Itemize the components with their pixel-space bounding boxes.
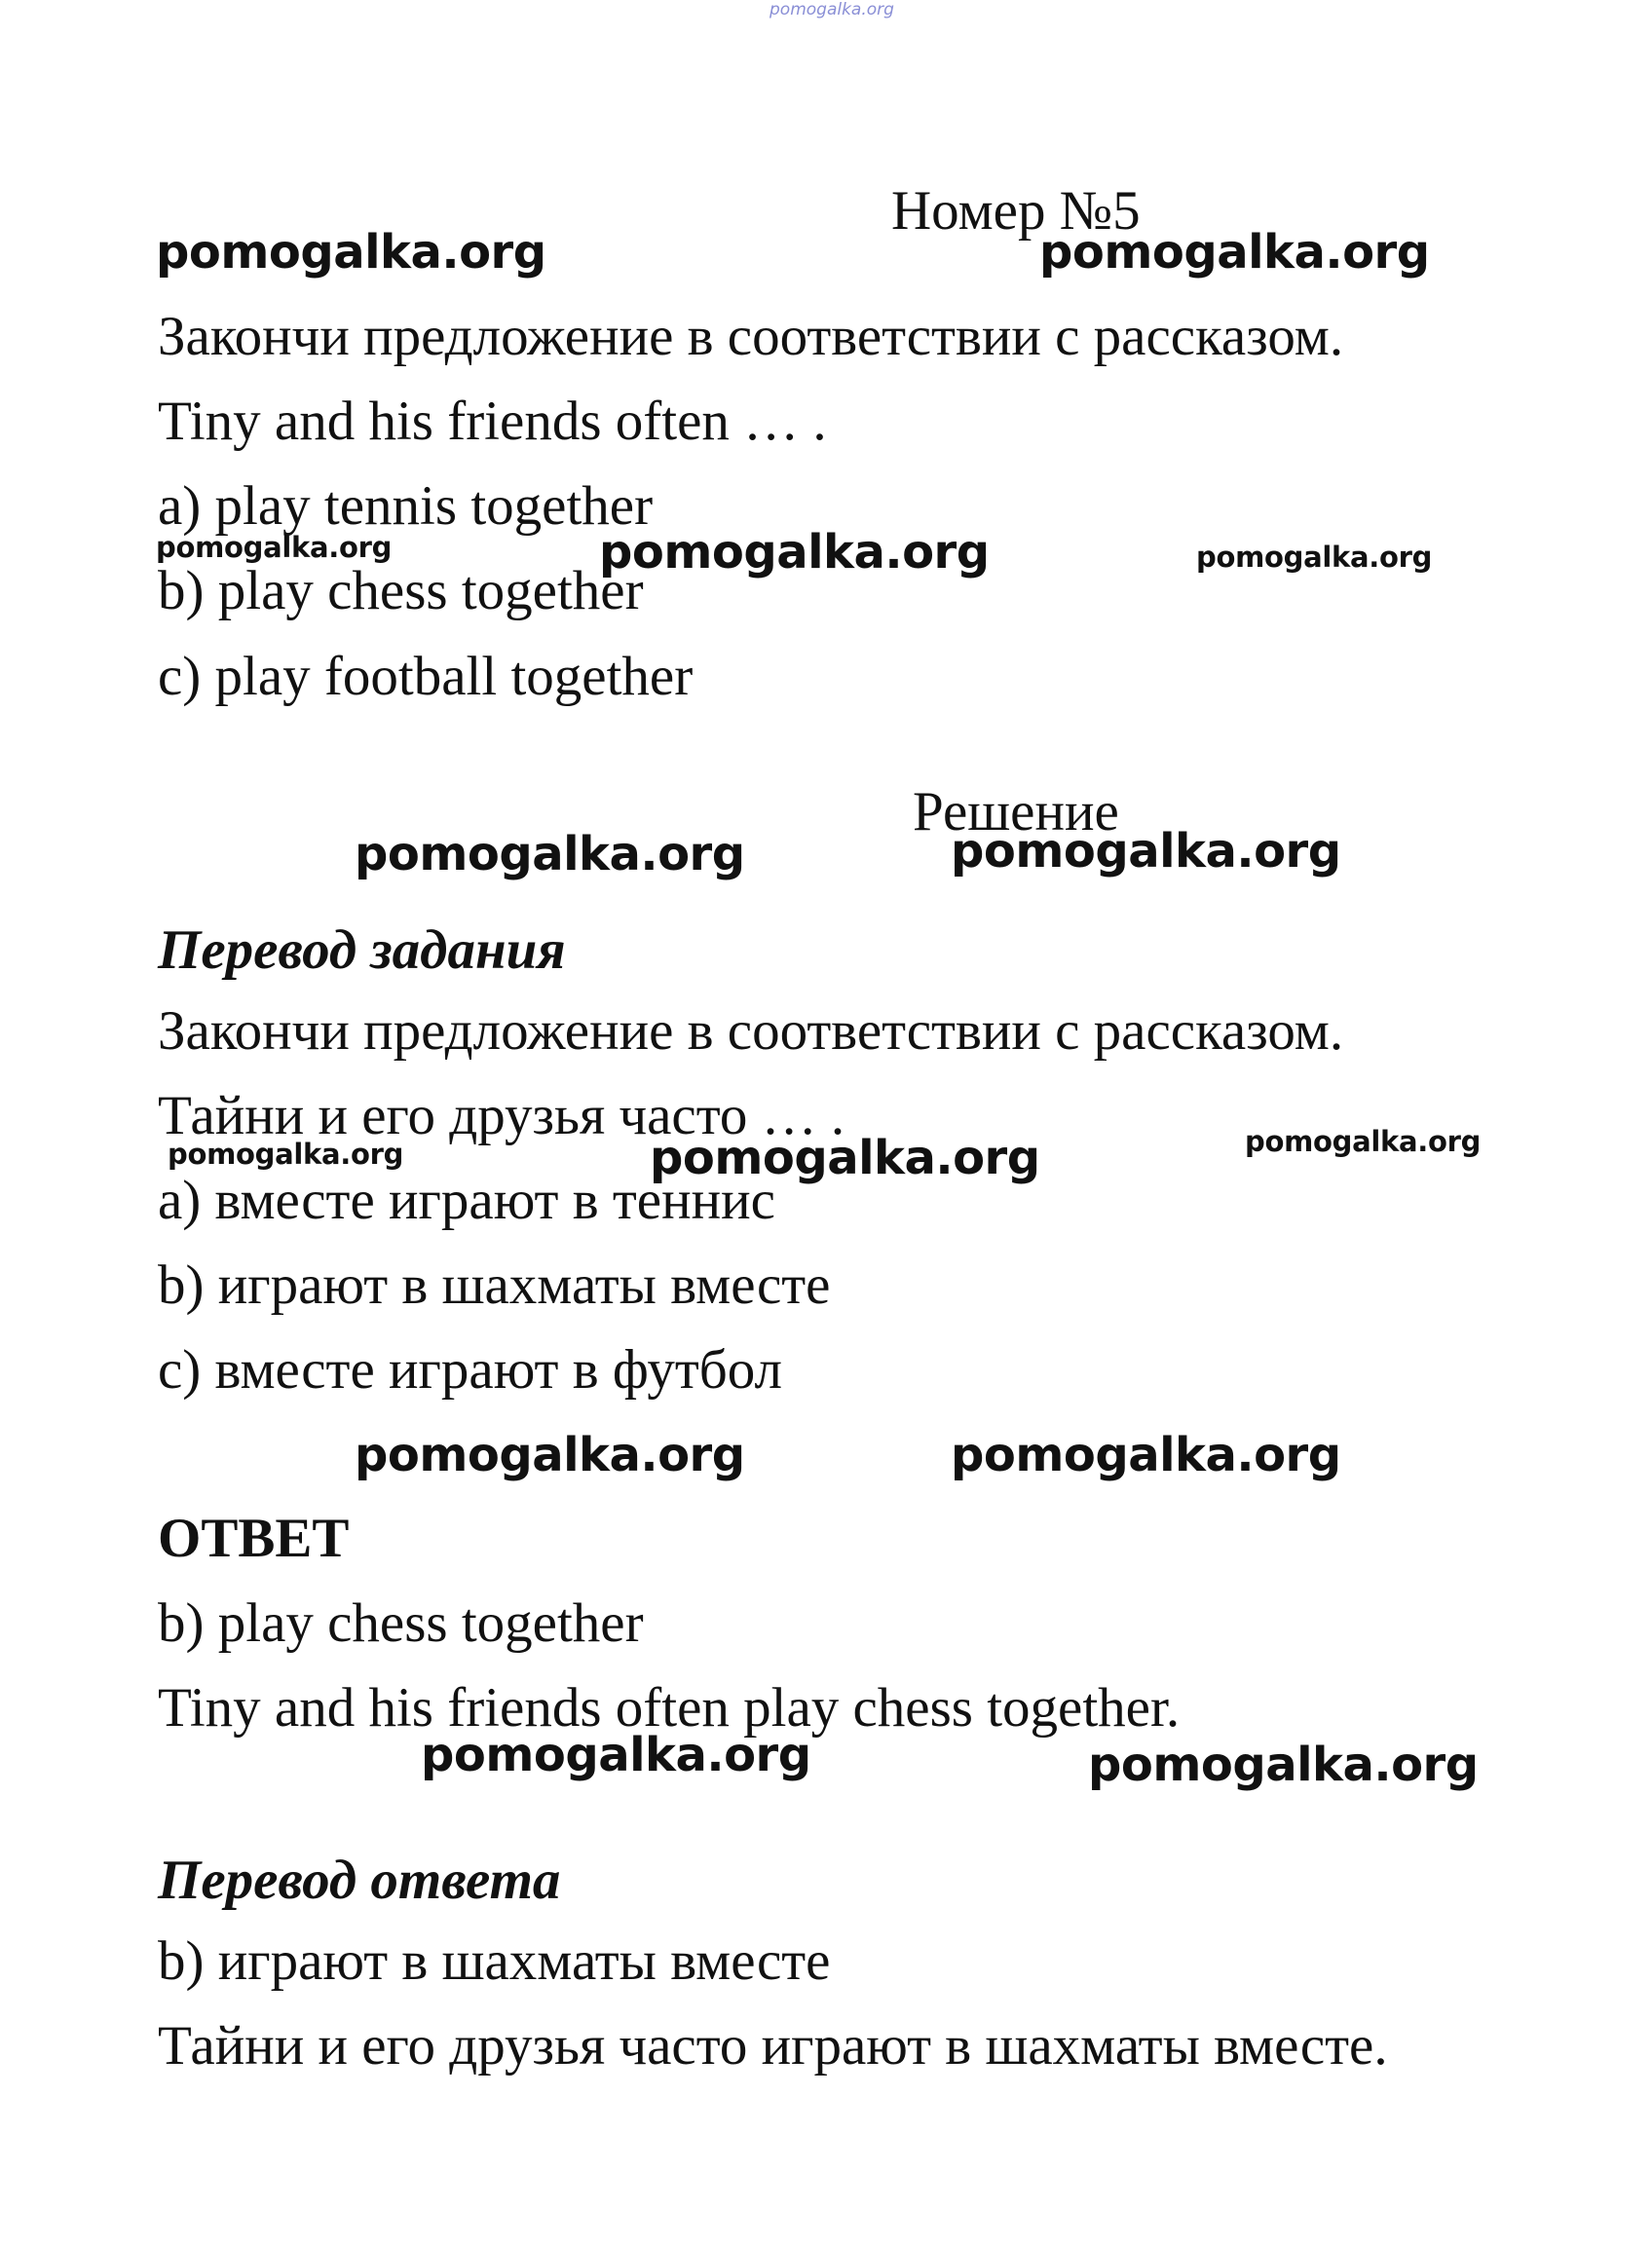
task-option-a: a) play tennis together [158,475,654,537]
task-number-title: Номер №5 [891,180,1141,242]
task-option-c: c) play football together [158,646,694,707]
watermark-text: pomogalka.org [156,531,393,564]
watermark-text: pomogalka.org [355,827,745,881]
solution-heading: Решение [913,781,1119,842]
answer-translation-heading: Перевод ответа [158,1850,561,1911]
watermark-text: pomogalka.org [156,225,546,280]
watermark-text: pomogalka.org [599,525,990,580]
answer-full-sentence: Tiny and his friends often play chess together. [158,1677,1181,1739]
watermark-text: pomogalka.org [1088,1738,1479,1792]
watermark-text: pomogalka.org [355,1428,745,1482]
watermark-text: pomogalka.org [951,1428,1341,1482]
task-option-b: b) play chess together [158,560,644,621]
watermark-text: pomogalka.org [1245,1125,1482,1158]
watermark-text: pomogalka.org [421,1728,811,1782]
translation-sentence: Тайни и его друзья часто … . [158,1085,845,1146]
answer-translation-choice: b) играют в шахматы вместе [158,1930,831,1992]
translation-option-a: a) вместе играют в теннис [158,1170,775,1231]
translation-heading: Перевод задания [158,919,566,981]
watermark-text: pomogalka.org [951,824,1341,879]
translation-option-c: c) вместе играют в футбол [158,1339,782,1401]
top-watermark: pomogalka.org [770,0,894,19]
answer-heading: ОТВЕТ [158,1508,350,1569]
task-instruction: Закончи предложение в соответствии с рассказом. [158,306,1344,367]
watermark-text: pomogalka.org [1039,225,1430,280]
translation-option-b: b) играют в шахматы вместе [158,1254,831,1316]
answer-choice: b) play chess together [158,1592,644,1654]
watermark-text: pomogalka.org [1196,541,1433,574]
watermark-text: pomogalka.org [168,1138,404,1171]
task-sentence: Tiny and his friends often … . [158,391,827,452]
answer-translation-sentence: Тайни и его друзья часто играют в шахматы вместе. [158,2015,1388,2077]
watermark-text: pomogalka.org [650,1131,1040,1185]
translation-instruction: Закончи предложение в соответствии с рассказом. [158,1000,1344,1062]
